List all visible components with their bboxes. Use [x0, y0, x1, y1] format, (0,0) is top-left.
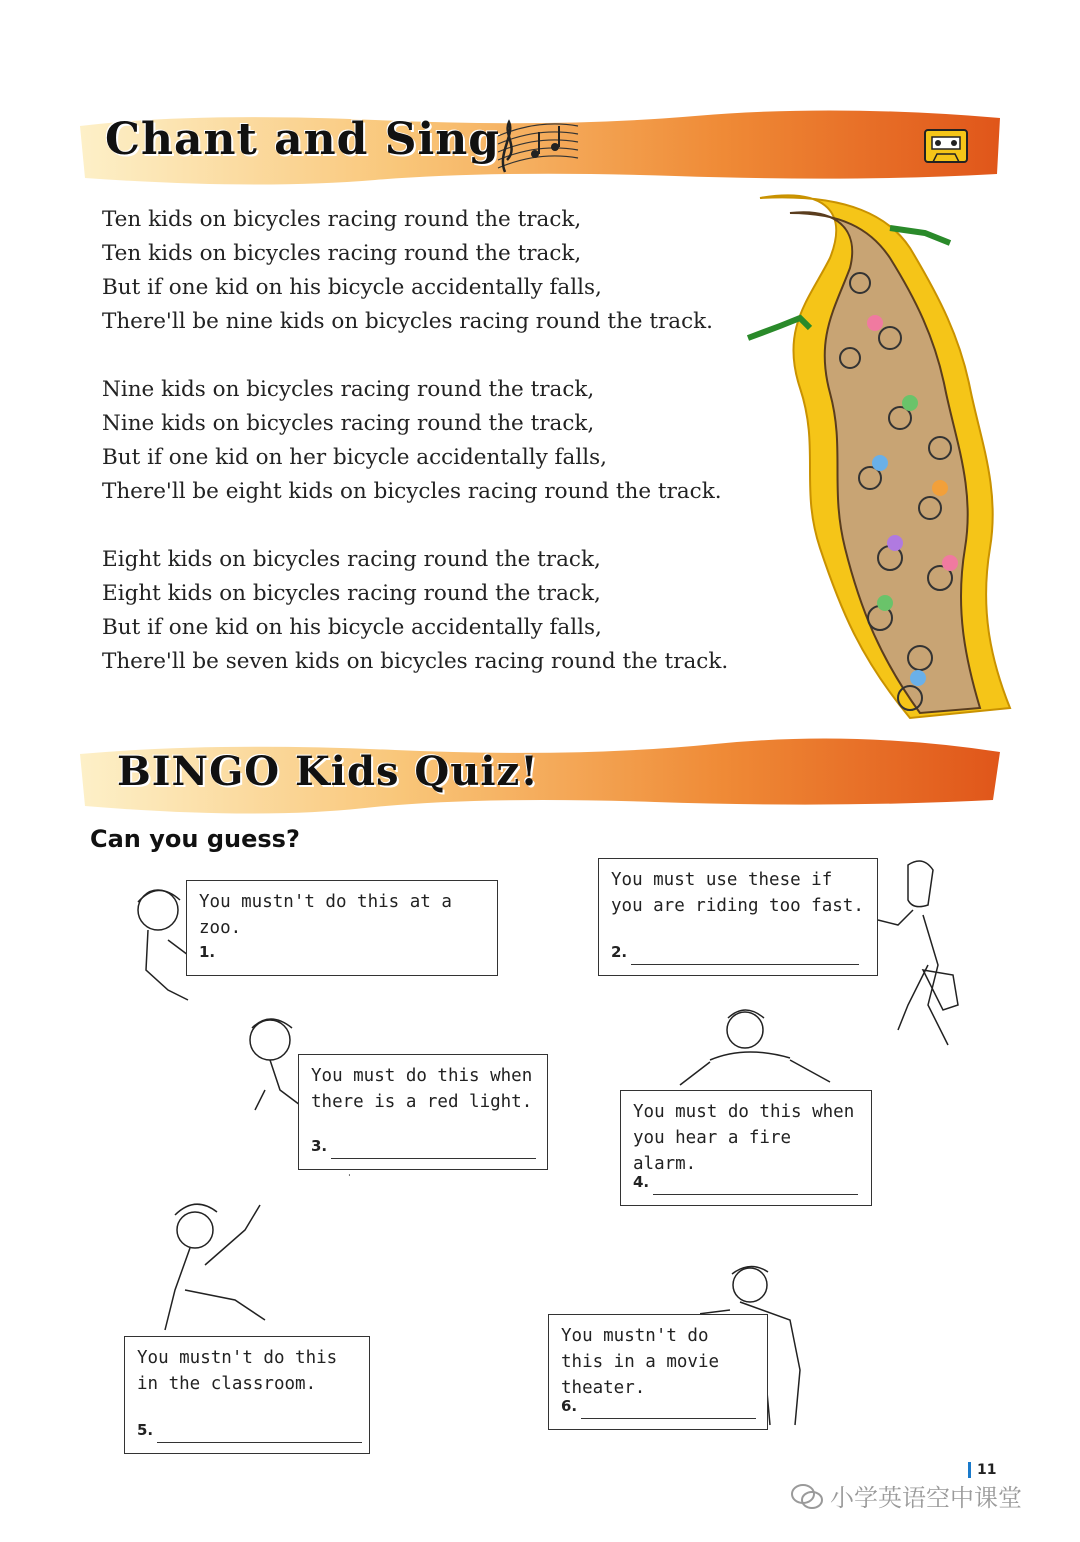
answer-blank-6[interactable]: [581, 1404, 756, 1419]
quiz-banner: [75, 738, 1005, 816]
lyric-line: Nine kids on bicycles racing round the track,: [102, 411, 595, 436]
answer-line-1: [199, 939, 215, 965]
stanza-2: [102, 373, 762, 509]
question-number: 3.: [311, 1137, 328, 1155]
kid-drawing-5: [145, 1190, 295, 1340]
question-number: 1.: [199, 943, 216, 961]
question-box-2: [598, 858, 878, 976]
music-notes-icon: [493, 114, 583, 174]
wechat-icon: [790, 1482, 824, 1510]
bicycle-race-illustration: [740, 188, 1020, 728]
question-text: You mustn't do this in the classroom.: [137, 1348, 338, 1394]
kid-drawing-2: [868, 855, 978, 1065]
question-box-6: [548, 1314, 768, 1430]
question-text: You mustn't do this at a zoo.: [199, 892, 452, 938]
question-number: 4.: [633, 1173, 650, 1191]
answer-line-4: [633, 1169, 858, 1195]
lyric-line: There'll be eight kids on bicycles racing round the track.: [102, 479, 722, 504]
question-box-1: [186, 880, 498, 976]
question-number: 5.: [137, 1421, 154, 1439]
quiz-title: BINGO Kids Quiz!: [117, 748, 539, 795]
answer-blank-2[interactable]: [631, 950, 859, 965]
question-number: 6.: [561, 1397, 578, 1415]
lyric-line: But if one kid on her bicycle accidentally falls,: [102, 445, 607, 470]
question-box-4: [620, 1090, 872, 1206]
lyric-line: But if one kid on his bicycle accidentally falls,: [102, 275, 602, 300]
lyric-line: Eight kids on bicycles racing round the track,: [102, 547, 601, 572]
answer-line-5: [137, 1417, 362, 1443]
answer-line-2: [611, 939, 859, 965]
chant-banner: [75, 108, 1005, 186]
question-text: You must do this when there is a red light.: [311, 1066, 533, 1112]
lyric-line: Eight kids on bicycles racing round the track,: [102, 581, 601, 606]
watermark: [790, 1478, 1022, 1513]
answer-blank-3[interactable]: [331, 1144, 536, 1159]
lyric-line: Ten kids on bicycles racing round the track,: [102, 241, 582, 266]
question-number: 2.: [611, 943, 628, 961]
stanza-1: [102, 203, 762, 339]
question-box-5: [124, 1336, 370, 1454]
stanza-3: [102, 543, 762, 679]
watermark-text: 小学英语空中课堂: [830, 1484, 1022, 1512]
lyric-line: There'll be nine kids on bicycles racing round the track.: [102, 309, 714, 334]
question-text: You must do this when you hear a fire alarm.: [633, 1102, 855, 1174]
answer-blank-4[interactable]: [653, 1180, 858, 1195]
question-text: You must use these if you are riding too fast.: [611, 870, 864, 916]
quiz-subtitle: Can you guess?: [90, 825, 300, 853]
lyric-line: There'll be seven kids on bicycles racing round the track.: [102, 649, 729, 674]
lyric-line: Nine kids on bicycles racing round the track,: [102, 377, 595, 402]
kid-drawing-4: [670, 1000, 850, 1100]
answer-blank-5[interactable]: [157, 1428, 362, 1443]
chant-lyrics: [102, 203, 762, 713]
cassette-icon: [923, 128, 969, 164]
lyric-line: Ten kids on bicycles racing round the track,: [102, 207, 582, 232]
question-box-3: [298, 1054, 548, 1170]
page-number: 11: [968, 1462, 996, 1478]
question-text: You mustn't do this in a movie theater.: [561, 1326, 720, 1398]
answer-line-6: [561, 1393, 756, 1419]
chant-title: Chant and Sing: [105, 114, 500, 165]
answer-line-3: [311, 1133, 536, 1159]
lyric-line: But if one kid on his bicycle accidentally falls,: [102, 615, 602, 640]
